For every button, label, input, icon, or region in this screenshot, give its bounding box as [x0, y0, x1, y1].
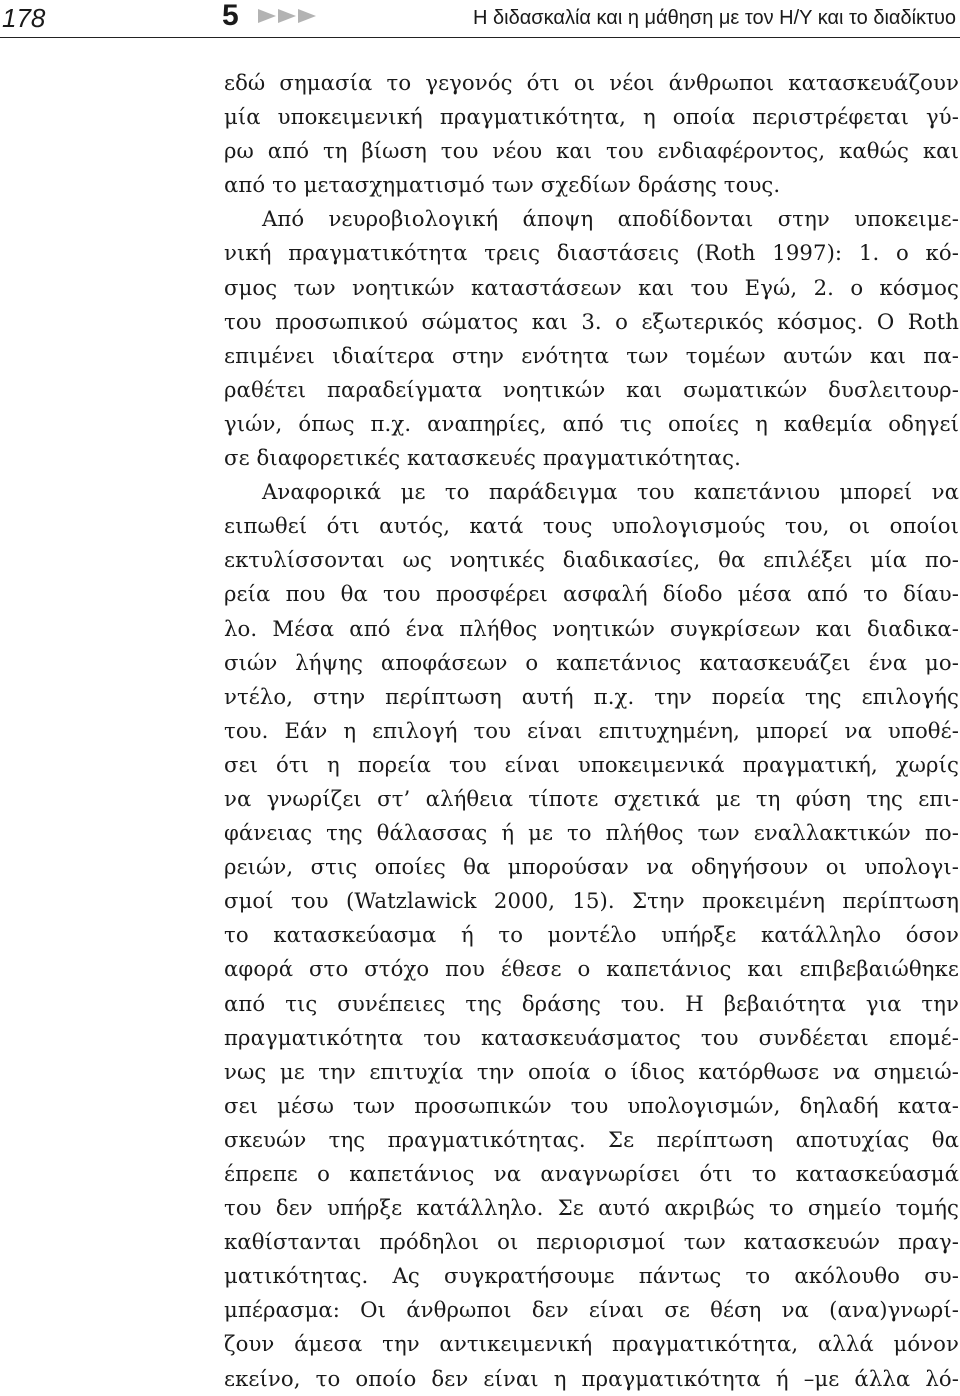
text-line: του. Εάν η επιλογή του είναι επιτυχημένη, μπορεί να υποθέ- — [224, 717, 959, 743]
text-line: από τις συνέπειες της δράσης του. Η βεβαιότητα για την — [224, 990, 959, 1016]
text-line: από το μετασχηματισμό των σχεδίων δράσης τους. — [224, 172, 781, 198]
text-line: εκείνο, το οποίο δεν είναι η πραγματικότητα ή –με άλλα λό- — [224, 1365, 959, 1391]
text-line: ρω από τη βίωση του νέου και του ενδιαφέροντος, καθώς και — [224, 138, 959, 164]
running-title: Η διδασκαλία και η μάθηση με τον Η/Υ και το διαδίκτυο — [473, 7, 956, 29]
text-line: Αναφορικά με το παράδειγμα του καπετάνιου μπορεί να — [262, 479, 959, 505]
text-line: σμοί του (Watzlawick 2000, 15). Στην προκειμένη περίπτωση — [224, 888, 959, 914]
text-line: σιών λήψης αποφάσεων ο καπετάνιος κατασκευάζει ένα μο- — [224, 649, 959, 675]
text-line: έπρεπε ο καπετάνιος να αναγνωρίσει ότι το κατασκεύασμά — [224, 1161, 959, 1186]
arrow-right-icon — [278, 9, 296, 23]
text-line: νική πραγματικότητα τρεις διαστάσεις (Roth 1997): 1. ο κό- — [224, 240, 959, 266]
arrow-right-icon — [298, 9, 316, 23]
page-number: 178 — [2, 3, 46, 33]
text-line: γιών, όπως π.χ. αναπηρίες, από τις οποίες η καθεμία οδηγεί — [224, 410, 959, 436]
text-line: το κατασκεύασμα ή το μοντέλο υπήρξε κατάλληλο όσον — [224, 922, 959, 948]
text-line: πραγματικότητα του κατασκευάσματος του συνδέεται επομέ- — [224, 1024, 959, 1050]
text-line: φάνειας της θάλασσας ή με το πλήθος των εναλλακτικών πο- — [224, 820, 959, 846]
text-line: εκτυλίσσονται ως νοητικές διαδικασίες, θα επιλέξει μία πο- — [224, 547, 959, 573]
text-line: σει ότι η πορεία του είναι υποκειμενικά πραγματική, χωρίς — [224, 751, 959, 777]
text-line: ραθέτει παραδείγματα νοητικών και σωματικών δυσλειτουρ- — [224, 376, 959, 402]
text-line: σει μέσω των προσωπικών του υπολογισμών, δηλαδή κατα- — [224, 1092, 959, 1118]
text-line: μία υποκειμενική πραγματικότητα, η οποία περιστρέφεται γύ- — [224, 104, 959, 130]
text-line: να γνωρίζει στ’ αλήθεια τίποτε σχετικά με τη φύση της επι- — [224, 785, 959, 811]
text-line: λο. Μέσα από ένα πλήθος νοητικών συγκρίσεων και διαδικα- — [224, 615, 959, 641]
text-line: εδώ σημασία το γεγονός ότι οι νέοι άνθρωποι κατασκευάζουν — [224, 70, 959, 95]
text-line: επιμένει ιδιαίτερα στην ενότητα των τομέων αυτών και πα- — [224, 342, 959, 368]
running-header — [0, 0, 960, 40]
body-text — [224, 66, 959, 1396]
arrow-right-icon — [258, 9, 276, 23]
header-rule — [0, 37, 960, 38]
text-line: νως με την επιτυχία την οποία ο ίδιος κατόρθωσε να σημειώ- — [224, 1058, 959, 1084]
paragraph — [224, 66, 959, 202]
text-line: σμος των νοητικών καταστάσεων και του Εγώ, 2. ο κόσμος — [224, 274, 959, 300]
text-line: ντέλο, στην περίπτωση αυτή π.χ. την πορεία της επιλογής — [224, 683, 959, 709]
text-line: ρεία που θα του προσφέρει ασφαλή δίοδο μέσα από το δίαυ- — [224, 581, 959, 607]
chapter-number: 5 — [222, 0, 239, 32]
chapter-arrows-icon — [258, 9, 316, 25]
text-line: Από νευροβιολογική άποψη αποδίδονται στην υποκειμε- — [262, 206, 959, 232]
text-line: σε διαφορετικές κατασκευές πραγματικότητας. — [224, 445, 741, 471]
text-line: ματικότητας. Ας συγκρατήσουμε πάντως το ακόλουθο συ- — [224, 1263, 959, 1289]
text-line: μπέρασμα: Οι άνθρωποι δεν είναι σε θέση να (ανα)γνωρί- — [224, 1297, 959, 1323]
text-line: σκευών της πραγματικότητας. Σε περίπτωση αποτυχίας θα — [224, 1126, 959, 1152]
text-line: ζουν άμεσα την αντικειμενική πραγματικότητα, αλλά μόνον — [224, 1331, 959, 1357]
text-line: ειπωθεί ότι αυτός, κατά τους υπολογισμούς του, οι οποίοι — [224, 513, 959, 539]
text-line: του δεν υπήρξε κατάλληλο. Σε αυτό ακριβώς το σημείο τομής — [224, 1195, 959, 1221]
paragraph — [224, 475, 959, 1396]
text-line: του προσωπικού σώματος και 3. ο εξωτερικός κόσμος. Ο Roth — [224, 308, 959, 334]
text-line: αφορά στο στόχο που έθεσε ο καπετάνιος και επιβεβαιώθηκε — [224, 956, 959, 982]
text-line: καθίστανται πρόδηλοι οι περιορισμοί των κατασκευών πραγ- — [224, 1229, 959, 1255]
paragraph — [224, 202, 959, 475]
text-line: ρειών, στις οποίες θα μπορούσαν να οδηγήσουν οι υπολογι- — [224, 854, 959, 880]
